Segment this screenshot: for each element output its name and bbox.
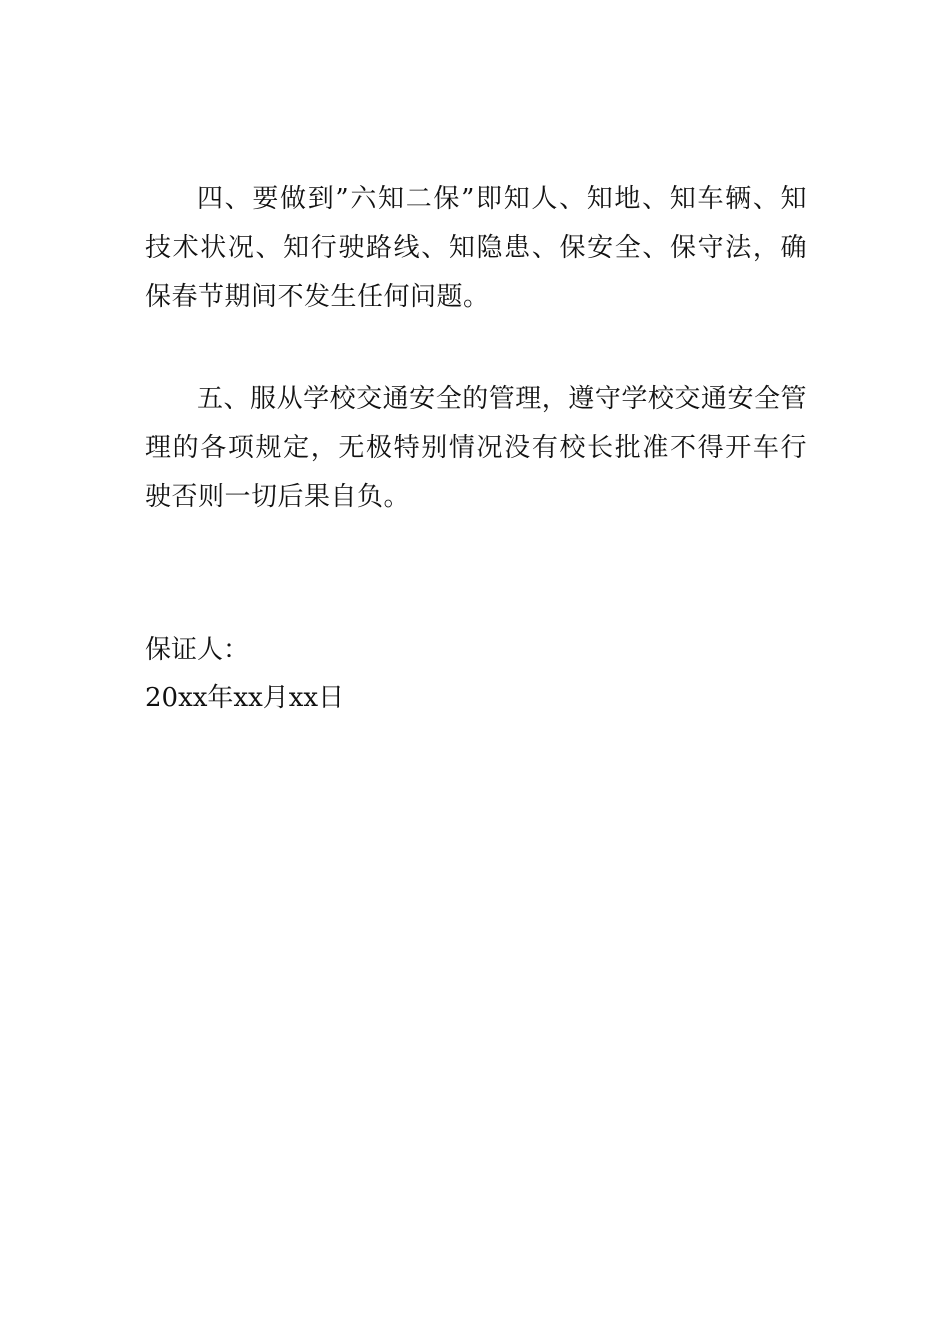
date-line: 20xx年xx月xx日 — [145, 683, 345, 713]
paragraph-item-five: 五、服从学校交通安全的管理，遵守学校交通安全管理的各项规定，无极特别情况没有校长批准不得开车行驶否则一切后果自负。 — [145, 384, 807, 512]
paragraph-item-four: 四、要做到”六知二保”即知人、知地、知车辆、知技术状况、知行驶路线、知隐患、保安全、保守法，确保春节期间不发生任何问题。 — [145, 184, 807, 312]
guarantor-label: 保证人： — [145, 635, 250, 665]
